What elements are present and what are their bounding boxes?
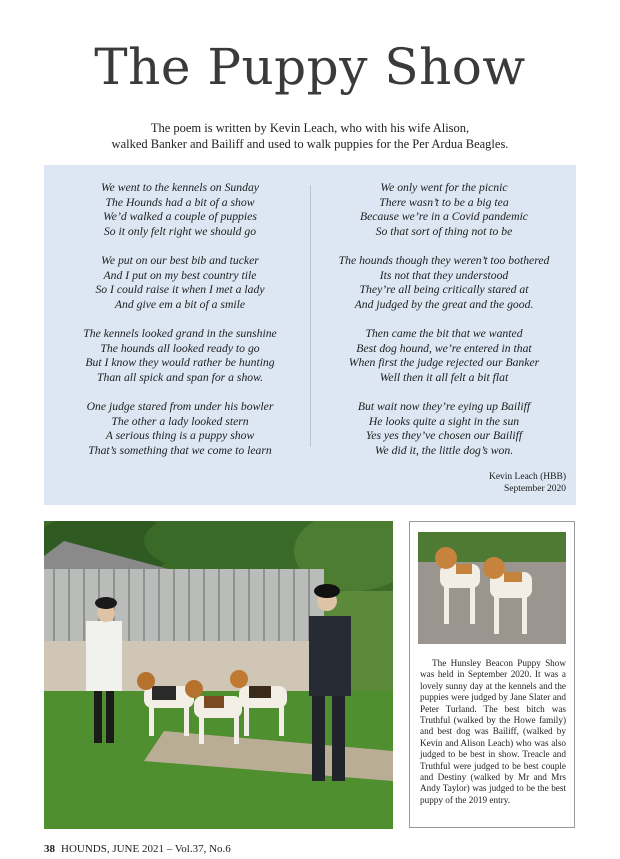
intro-line: walked Banker and Bailiff and used to walk puppies for the Per Ardua Beagles. bbox=[111, 137, 509, 151]
poem-box bbox=[44, 165, 576, 505]
page-number: 38 bbox=[44, 843, 55, 855]
hounds-photo bbox=[418, 532, 566, 644]
intro-text bbox=[60, 120, 560, 152]
poem-line: The other a lady looked stern bbox=[111, 414, 249, 428]
poem-line: But wait now they’re eying up Bailiff bbox=[357, 399, 531, 413]
publication-info: HOUNDS, JUNE 2021 – Vol.37, No.6 bbox=[61, 843, 231, 855]
poem-line: They’re all being critically stared at bbox=[359, 283, 529, 297]
poem-line: Well then it all felt a bit flat bbox=[379, 370, 509, 384]
photo-caption: The Hunsley Beacon Puppy Show was held in September 2020. It was a lovely sunny day at the kennels and the puppies were judged by Jane Slater and Peter Turland. The best bitch was Truthful (walked by the Howe family) and best dog was Bailiff, (walked by Kevin and Alison Leach) who was also judged to be best in show. Treacle and Truthful were judged to be best couple and Destiny (walked by Mr and Mrs Andy Taylor) was judged to be the best puppy of the 2019 entry. bbox=[420, 658, 566, 805]
stanza bbox=[54, 400, 306, 458]
signature-name: Kevin Leach (HBB) bbox=[488, 472, 566, 482]
signature bbox=[489, 471, 566, 495]
page-footer bbox=[44, 843, 231, 855]
signature-date: September 2020 bbox=[503, 484, 566, 494]
poem-line: Than all spick and span for a show. bbox=[96, 370, 263, 384]
poem-column-right bbox=[319, 181, 569, 473]
poem-line: Then came the bit that we wanted bbox=[365, 326, 523, 340]
page-title: The Puppy Show bbox=[94, 38, 526, 96]
stanza bbox=[319, 327, 569, 385]
poem-line: So that sort of thing not to be bbox=[375, 224, 513, 238]
stanza bbox=[319, 400, 569, 458]
poem-line: We went to the kennels on Sunday bbox=[101, 181, 259, 194]
stanza bbox=[54, 181, 306, 239]
poem-line: The kennels looked grand in the sunshine bbox=[83, 326, 277, 340]
stanza bbox=[319, 254, 569, 312]
poem-line: And give em a bit of a smile bbox=[114, 297, 246, 311]
poem-line: And judged by the great and the good. bbox=[354, 297, 534, 311]
poem-line: The hounds though they weren’t too bothered bbox=[338, 253, 550, 267]
poem-line: There wasn’t to be a big tea bbox=[379, 195, 509, 209]
poem-line: Best dog hound, we’re entered in that bbox=[356, 341, 532, 355]
poem-line: And I put on my best country tile bbox=[103, 268, 257, 282]
poem-line: The Hounds had a bit of a show bbox=[105, 195, 255, 209]
poem-line: So it only felt right we should go bbox=[103, 224, 257, 238]
poem-line: That’s something that we come to learn bbox=[88, 443, 272, 457]
poem-line: We did it, the little dog’s won. bbox=[374, 443, 514, 457]
stanza bbox=[54, 254, 306, 312]
poem-line: He looks quite a sight in the sun bbox=[368, 414, 520, 428]
poem-line: The hounds all looked ready to go bbox=[100, 341, 260, 355]
stanza bbox=[54, 327, 306, 385]
poem-line: One judge stared from under his bowler bbox=[86, 399, 274, 413]
poem-line: But I know they would rather be hunting bbox=[85, 356, 275, 370]
poem-line: A serious thing is a puppy show bbox=[105, 429, 255, 443]
poem-line: Because we’re in a Covid pandemic bbox=[359, 210, 528, 224]
poem-line: So I could raise it when I met a lady bbox=[95, 283, 265, 297]
poem-line: Its not that they understood bbox=[379, 268, 509, 282]
poem-line: Yes yes they’ve chosen our Bailiff bbox=[365, 429, 523, 443]
poem-line: We put on our best bib and tucker bbox=[101, 253, 259, 267]
poem-line: We only went for the picnic bbox=[380, 181, 508, 194]
puppy-show-photo bbox=[44, 521, 393, 829]
column-divider bbox=[310, 185, 311, 447]
stanza bbox=[319, 181, 569, 239]
poem-line: When first the judge rejected our Banker bbox=[348, 356, 540, 370]
sidebar-box bbox=[409, 521, 575, 828]
poem-line: We’d walked a couple of puppies bbox=[103, 210, 257, 224]
poem-column-left bbox=[54, 181, 306, 473]
intro-line: The poem is written by Kevin Leach, who with his wife Alison, bbox=[150, 121, 470, 135]
